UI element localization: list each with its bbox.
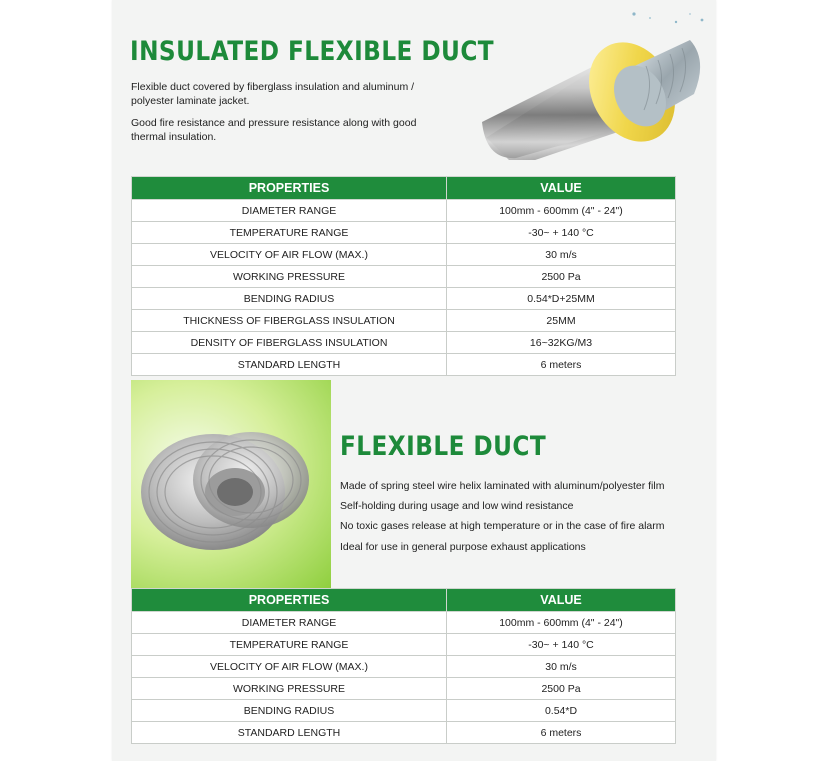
value-cell: 2500 Pa xyxy=(447,266,676,288)
table-row xyxy=(132,354,676,376)
table-row xyxy=(132,200,676,222)
table-header-row xyxy=(132,589,676,612)
flexible-duct-title: FLEXIBLE DUCT xyxy=(340,431,547,462)
list-item: Self-holding during usage and low wind resistance xyxy=(340,500,574,513)
property-cell: THICKNESS OF FIBERGLASS INSULATION xyxy=(132,310,447,332)
value-cell: 6 meters xyxy=(447,354,676,376)
table-row xyxy=(132,222,676,244)
table-row xyxy=(132,722,676,744)
table-header-row xyxy=(132,177,676,200)
value-cell: 100mm - 600mm (4" - 24") xyxy=(447,200,676,222)
value-cell: 2500 Pa xyxy=(447,678,676,700)
value-header: VALUE xyxy=(447,177,676,200)
table-row xyxy=(132,266,676,288)
table-row xyxy=(132,700,676,722)
flexible-duct-features xyxy=(340,476,665,557)
insulated-duct-properties-table xyxy=(131,176,676,376)
properties-header: PROPERTIES xyxy=(132,177,447,200)
value-cell: 0.54*D xyxy=(447,700,676,722)
property-cell: VELOCITY OF AIR FLOW (MAX.) xyxy=(132,656,447,678)
table-row xyxy=(132,634,676,656)
value-cell: 30 m/s xyxy=(447,656,676,678)
insulated-flexible-duct-title: INSULATED FLEXIBLE DUCT xyxy=(130,36,495,67)
value-cell: 30 m/s xyxy=(447,244,676,266)
table-row xyxy=(132,332,676,354)
table-row xyxy=(132,244,676,266)
table-row xyxy=(132,310,676,332)
insulated-duct-description: Flexible duct covered by fiberglass insulation and aluminum / polyester laminate jacket. xyxy=(131,81,415,107)
insulated-duct-feature-text: Good fire resistance and pressure resistance along with good thermal insulation. xyxy=(131,117,417,143)
list-item: No toxic gases release at high temperature or in the case of fire alarm xyxy=(340,520,665,533)
property-cell: DENSITY OF FIBERGLASS INSULATION xyxy=(132,332,447,354)
value-cell: 6 meters xyxy=(447,722,676,744)
property-cell: BENDING RADIUS xyxy=(132,288,447,310)
flexible-duct-properties-table xyxy=(131,588,676,744)
property-cell: DIAMETER RANGE xyxy=(132,200,447,222)
value-cell: -30~ + 140 °C xyxy=(447,222,676,244)
list-item: Made of spring steel wire helix laminated with aluminum/polyester film xyxy=(340,480,665,492)
table-row xyxy=(132,656,676,678)
list-item: Ideal for use in general purpose exhaust applications xyxy=(340,540,586,553)
properties-header: PROPERTIES xyxy=(132,589,447,612)
property-cell: STANDARD LENGTH xyxy=(132,722,447,744)
property-cell: TEMPERATURE RANGE xyxy=(132,634,447,656)
flexible-duct-coil-photo xyxy=(131,380,331,588)
value-cell: 25MM xyxy=(447,310,676,332)
value-cell: 100mm - 600mm (4" - 24") xyxy=(447,612,676,634)
property-cell: WORKING PRESSURE xyxy=(132,266,447,288)
value-header: VALUE xyxy=(447,589,676,612)
value-cell: -30~ + 140 °C xyxy=(447,634,676,656)
table-row xyxy=(132,288,676,310)
property-cell: DIAMETER RANGE xyxy=(132,612,447,634)
property-cell: BENDING RADIUS xyxy=(132,700,447,722)
property-cell: WORKING PRESSURE xyxy=(132,678,447,700)
property-cell: VELOCITY OF AIR FLOW (MAX.) xyxy=(132,244,447,266)
property-cell: STANDARD LENGTH xyxy=(132,354,447,376)
property-cell: TEMPERATURE RANGE xyxy=(132,222,447,244)
table-row xyxy=(132,612,676,634)
table-row xyxy=(132,678,676,700)
value-cell: 0.54*D+25MM xyxy=(447,288,676,310)
insulated-duct-photo xyxy=(476,10,712,160)
value-cell: 16~32KG/M3 xyxy=(447,332,676,354)
